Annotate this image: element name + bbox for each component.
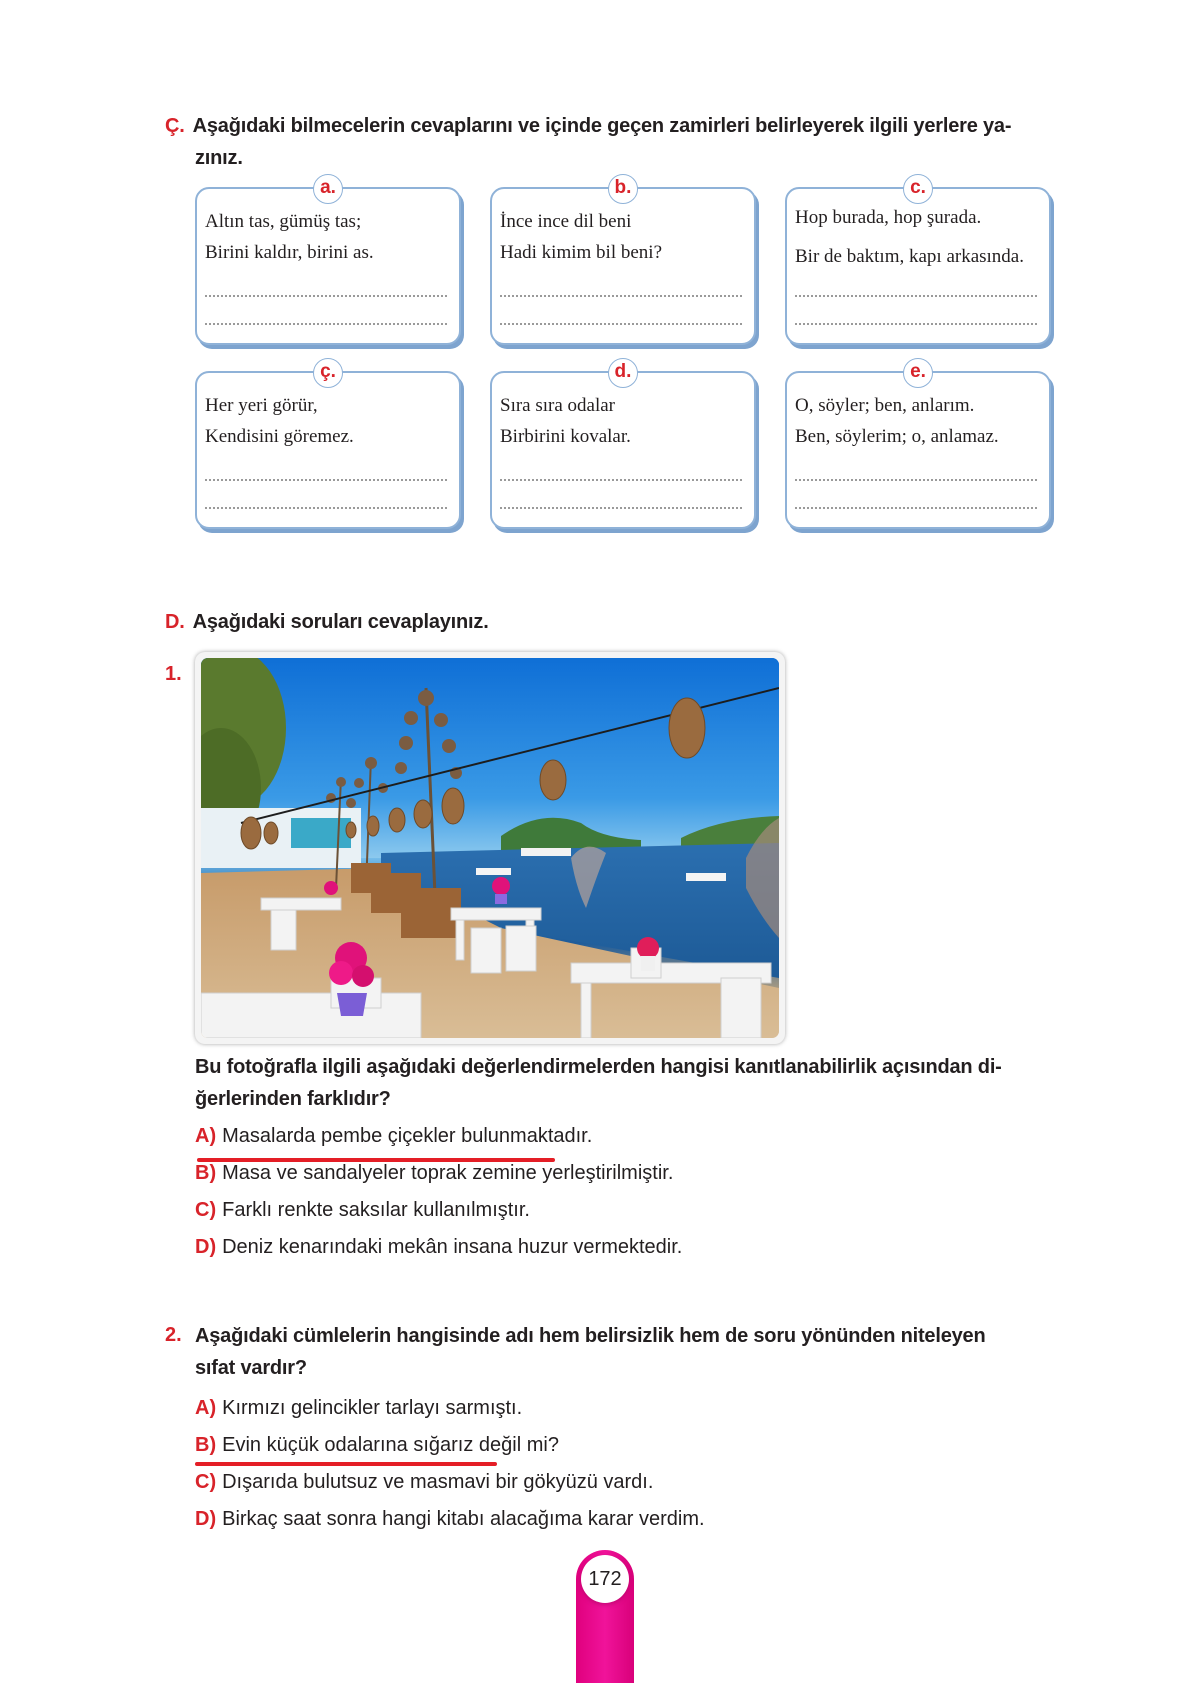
question-2-number: 2. (165, 1324, 182, 1346)
question-1-text (195, 1051, 1065, 1115)
question-2-option-a[interactable] (195, 1395, 522, 1421)
answer-line[interactable] (500, 295, 742, 297)
option-letter: A) (195, 1125, 217, 1147)
riddle-badge: a. (313, 174, 343, 204)
answer-line[interactable] (500, 507, 742, 509)
option-text: Birkaç saat sonra hangi kitabı alacağıma karar verdim. (222, 1508, 705, 1530)
option-text: Deniz kenarındaki mekân insana huzur vermektedir. (222, 1236, 683, 1258)
riddle-line-2: Kendisini göremez. (205, 426, 354, 447)
question-2-option-b[interactable] (195, 1432, 559, 1458)
riddle-line-1: O, söyler; ben, anlarım. (795, 395, 975, 416)
question-2-option-d[interactable] (195, 1506, 705, 1532)
section-d-instruction (165, 606, 489, 638)
riddle-line-1: Hop burada, hop şurada. (795, 207, 982, 228)
section-c-mark: Ç. (165, 115, 185, 137)
option-letter: A) (195, 1397, 217, 1419)
section-c-instruction-line2: zınız. (195, 147, 243, 169)
riddle-box-c-cedilla (195, 361, 461, 529)
answer-line[interactable] (795, 323, 1037, 325)
riddle-line-2: Birbirini kovalar. (500, 426, 631, 447)
option-text: Dışarıda bulutsuz ve masmavi bir gökyüzü vardı. (222, 1471, 654, 1493)
section-d-instruction-text: Aşağıdaki soruları cevaplayınız. (192, 611, 489, 633)
question-2-option-c[interactable] (195, 1469, 653, 1495)
question-2-text-line2: sıfat vardır? (195, 1357, 307, 1379)
option-letter: B) (195, 1434, 217, 1456)
option-text: Farklı renkte saksılar kullanılmıştır. (222, 1199, 530, 1221)
question-1-option-c[interactable] (195, 1197, 530, 1223)
option-letter: C) (195, 1471, 217, 1493)
riddle-box-e (785, 361, 1051, 529)
riddle-badge: c. (903, 174, 933, 204)
riddle-box-d (490, 361, 756, 529)
riddle-line-1: Her yeri görür, (205, 395, 318, 416)
question-1-photo (195, 652, 785, 1044)
answer-line[interactable] (205, 507, 447, 509)
question-1-text-line1: Bu fotoğrafla ilgili aşağıdaki değerlendirmelerden hangisi kanıtlanabilirlik açısından di- (195, 1056, 1002, 1078)
riddle-line-2: Bir de baktım, kapı arkasında. (795, 246, 1024, 267)
question-1-option-b[interactable] (195, 1160, 673, 1186)
riddle-line-2: Ben, söylerim; o, anlamaz. (795, 426, 999, 447)
question-1-option-a[interactable] (195, 1123, 592, 1149)
page-number: 172 (581, 1555, 629, 1603)
riddle-badge: e. (903, 358, 933, 388)
answer-mark-underline (195, 1462, 497, 1466)
answer-line[interactable] (795, 479, 1037, 481)
riddle-badge: ç. (313, 358, 343, 388)
riddle-line-1: Altın tas, gümüş tas; (205, 211, 362, 232)
option-text: Kırmızı gelincikler tarlayı sarmıştı. (222, 1397, 523, 1419)
option-letter: D) (195, 1508, 217, 1530)
option-text: Masalarda pembe çiçekler bulunmaktadır. (222, 1125, 593, 1147)
riddle-box-c (785, 177, 1051, 345)
answer-line[interactable] (500, 479, 742, 481)
page-number-tab (576, 1550, 634, 1683)
section-c-instruction-line1: Aşağıdaki bilmecelerin cevaplarını ve içinde geçen zamirleri belirleyerek ilgili yerlere ya- (192, 115, 1012, 137)
option-letter: C) (195, 1199, 217, 1221)
question-1-option-d[interactable] (195, 1234, 682, 1260)
option-text: Evin küçük odalarına sığarız değil mi? (222, 1434, 559, 1456)
answer-line[interactable] (205, 295, 447, 297)
riddle-line-1: Sıra sıra odalar (500, 395, 616, 416)
seaside-restaurant-image (201, 658, 779, 1038)
riddle-box-b (490, 177, 756, 345)
option-text: Masa ve sandalyeler toprak zemine yerleştirilmiştir. (222, 1162, 674, 1184)
option-letter: B) (195, 1162, 217, 1184)
option-letter: D) (195, 1236, 217, 1258)
riddle-line-2: Birini kaldır, birini as. (205, 242, 374, 263)
riddle-badge: d. (608, 358, 638, 388)
question-1-number: 1. (165, 663, 182, 685)
riddle-badge: b. (608, 174, 638, 204)
answer-line[interactable] (205, 479, 447, 481)
question-2-text-line1: Aşağıdaki cümlelerin hangisinde adı hem belirsizlik hem de soru yönünden niteleyen (195, 1325, 986, 1347)
section-c-instruction (165, 110, 1065, 174)
answer-line[interactable] (500, 323, 742, 325)
riddle-box-a (195, 177, 461, 345)
riddle-line-1: İnce ince dil beni (500, 211, 632, 232)
answer-line[interactable] (795, 507, 1037, 509)
question-2-text (195, 1320, 1065, 1384)
answer-line[interactable] (205, 323, 447, 325)
answer-line[interactable] (795, 295, 1037, 297)
section-d-mark: D. (165, 611, 185, 633)
question-1-text-line2: ğerlerinden farklıdır? (195, 1088, 391, 1110)
riddle-line-2: Hadi kimim bil beni? (500, 242, 663, 263)
